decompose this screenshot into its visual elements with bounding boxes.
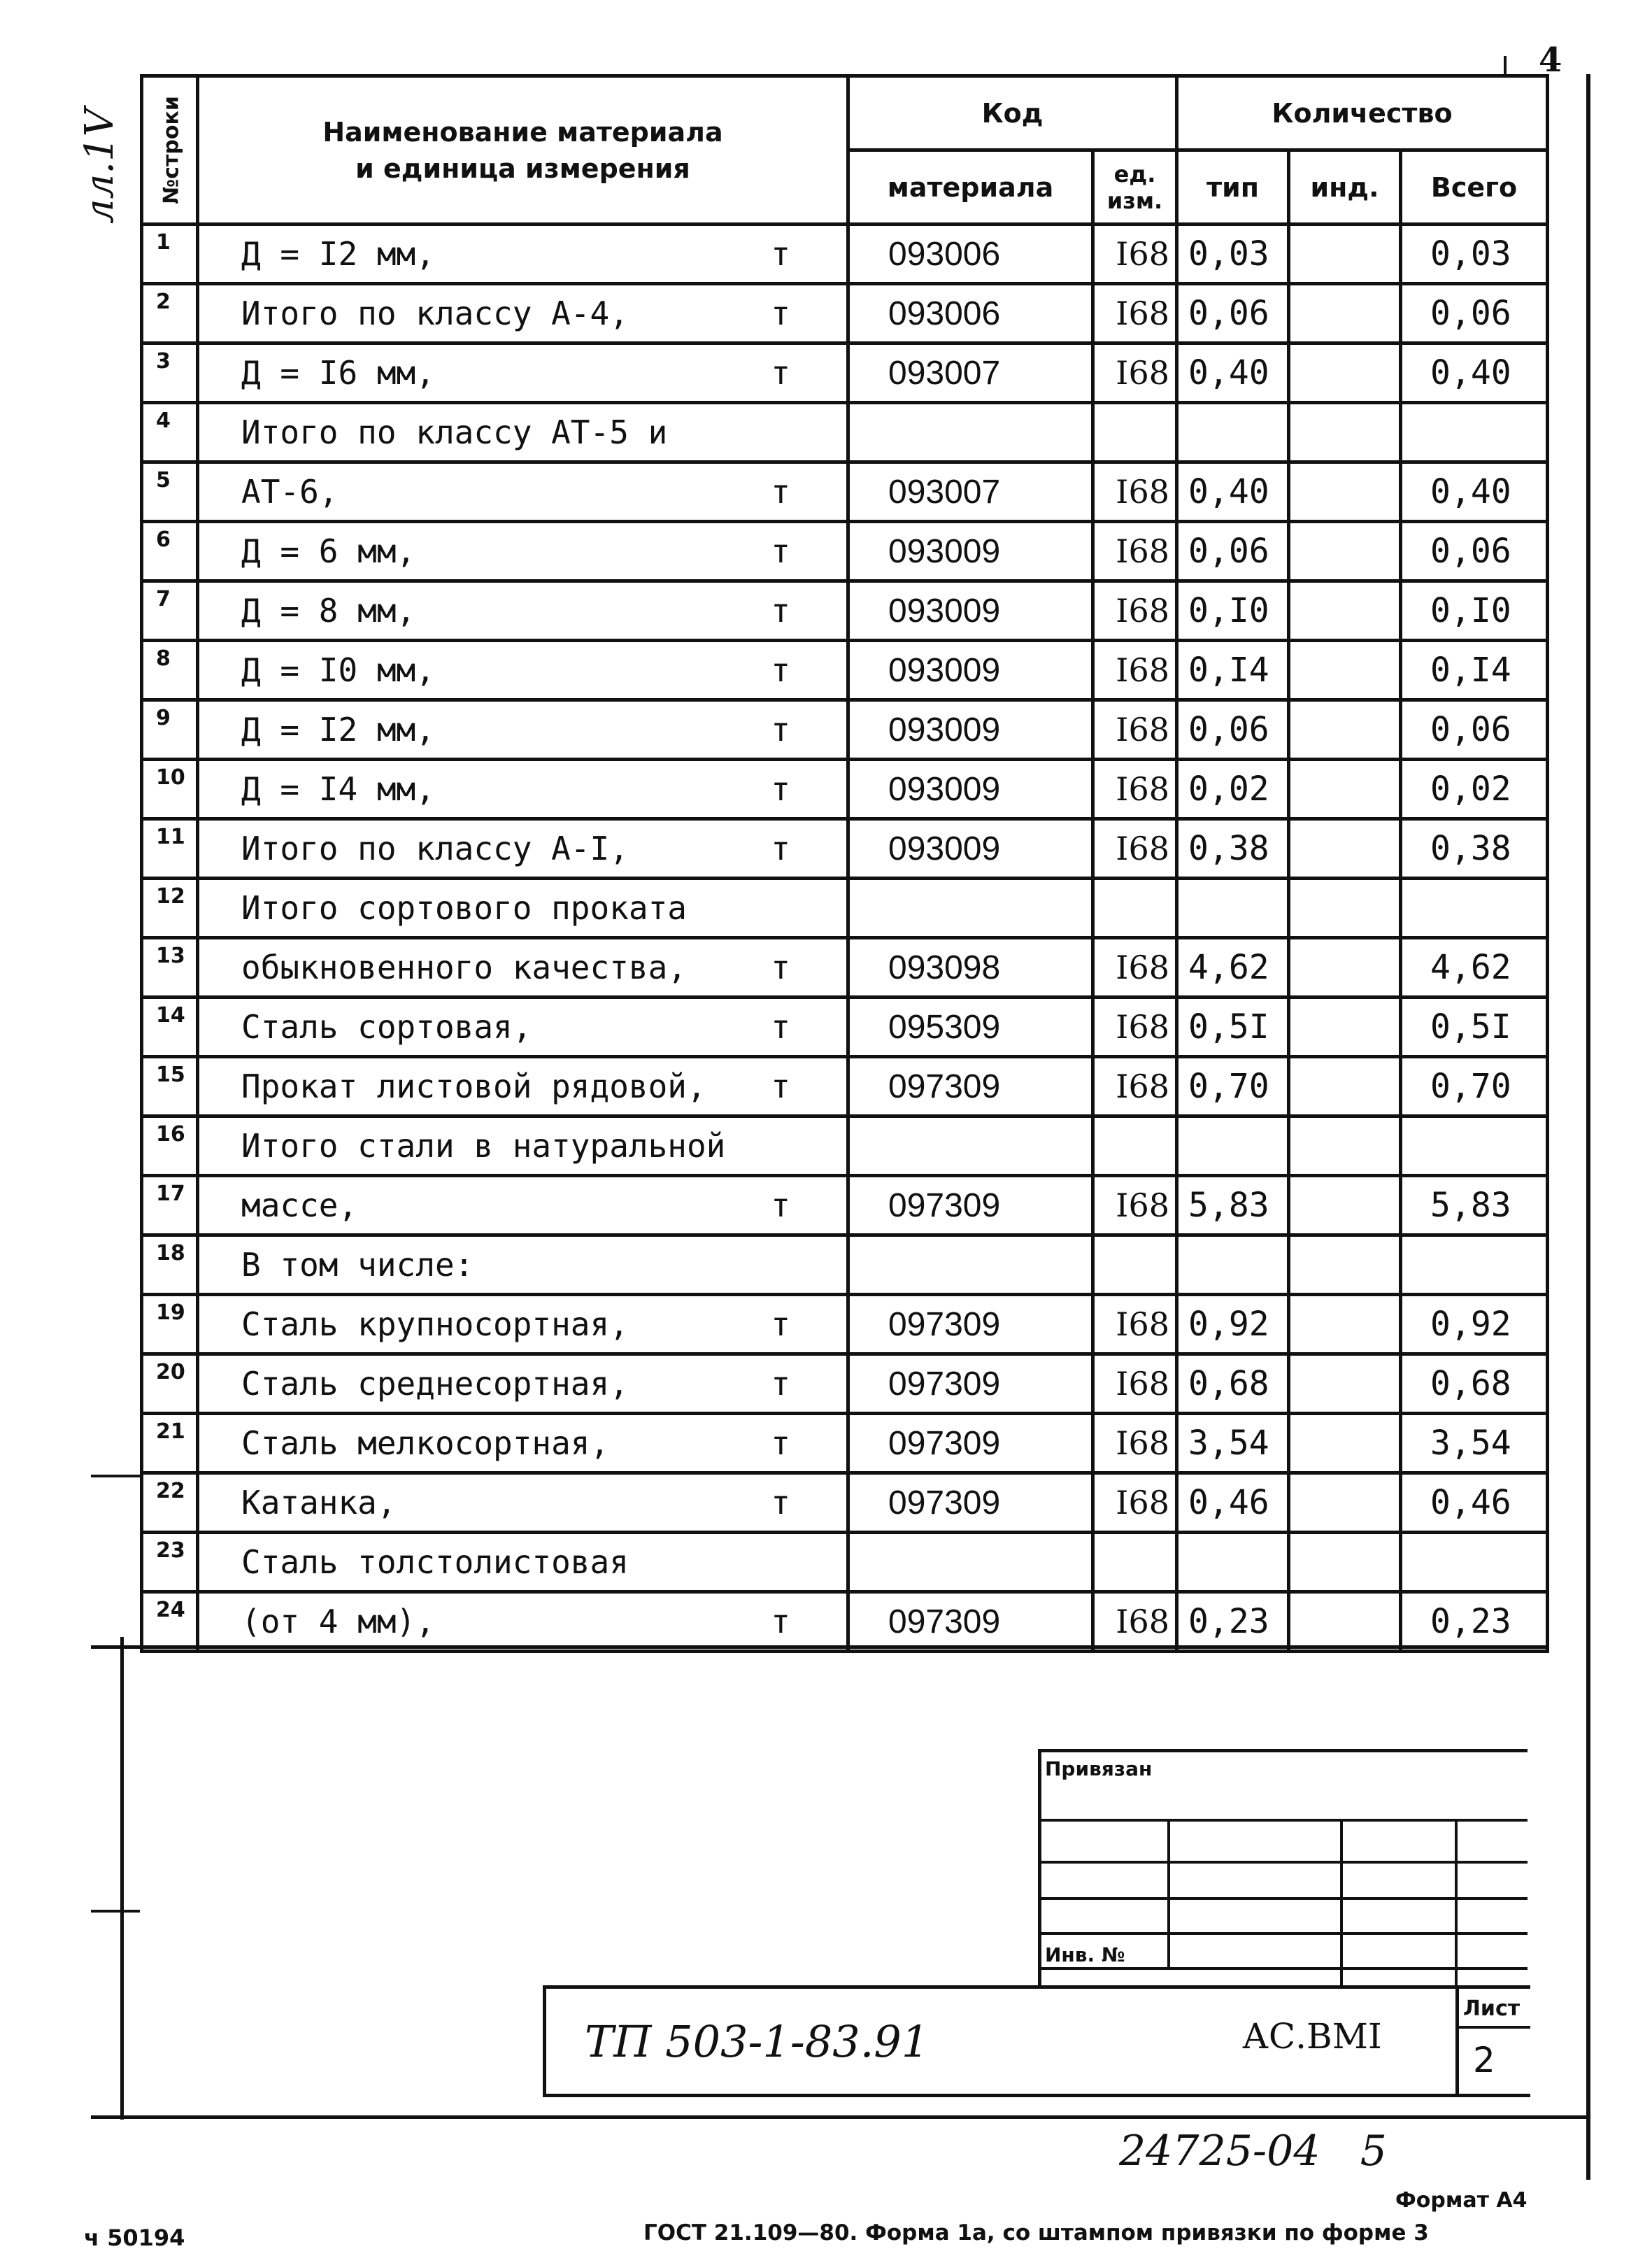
material-unit-letter: т — [771, 295, 790, 332]
row-qty-total: 0,23 — [1401, 1592, 1548, 1652]
material-name-text: Д = 8 мм, — [241, 592, 416, 630]
material-name-text: Катанка, — [241, 1484, 397, 1521]
row-code: 093009 — [848, 641, 1093, 700]
row-unit: I68 — [1093, 641, 1177, 700]
table-row — [142, 522, 1548, 581]
row-unit — [1093, 1116, 1177, 1176]
row-unit: I68 — [1093, 1592, 1177, 1652]
row-code — [848, 403, 1093, 462]
stamp-bound-label: Привязан — [1045, 1757, 1153, 1780]
row-qty-type: 0,70 — [1177, 1057, 1289, 1116]
row-material-name — [198, 1354, 848, 1414]
row-material-name — [198, 462, 848, 522]
row-qty-type: 0,68 — [1177, 1354, 1289, 1414]
row-number: 23 — [142, 1533, 198, 1592]
material-spec-table — [140, 74, 1549, 1653]
material-name-text: Д = I2 мм, — [241, 235, 435, 273]
row-qty-individual — [1289, 1116, 1401, 1176]
material-name-text: АТ-6, — [241, 473, 339, 511]
row-qty-individual — [1289, 1295, 1401, 1354]
material-unit-letter: т — [771, 1603, 790, 1640]
row-unit — [1093, 1235, 1177, 1295]
material-unit-letter: т — [771, 1305, 790, 1343]
table-row — [142, 1473, 1548, 1533]
material-name-text: Сталь мелкосортная, — [241, 1424, 610, 1462]
row-qty-type: 0,46 — [1177, 1473, 1289, 1533]
row-material-name — [198, 522, 848, 581]
row-qty-individual — [1289, 700, 1401, 760]
row-code: 097309 — [848, 1592, 1093, 1652]
row-number: 4 — [142, 403, 198, 462]
header-code-material: материала — [848, 150, 1093, 225]
row-unit: I68 — [1093, 522, 1177, 581]
row-code: 093009 — [848, 819, 1093, 879]
row-qty-individual — [1289, 225, 1401, 284]
row-code: 097309 — [848, 1176, 1093, 1235]
material-unit-letter: т — [771, 949, 790, 986]
table-row — [142, 879, 1548, 938]
material-name-text: Итого сортового проката — [241, 889, 687, 927]
row-unit: I68 — [1093, 700, 1177, 760]
row-qty-type: 3,54 — [1177, 1414, 1289, 1473]
row-qty-total: 0,06 — [1401, 522, 1548, 581]
row-qty-individual — [1289, 819, 1401, 879]
material-name-text: Д = I6 мм, — [241, 354, 435, 392]
title-stamp — [543, 1985, 1530, 2097]
row-qty-total: 0,92 — [1401, 1295, 1548, 1354]
page-number: 4 — [1539, 41, 1562, 80]
row-qty-type: 0,92 — [1177, 1295, 1289, 1354]
row-code — [848, 1116, 1093, 1176]
table-row — [142, 1414, 1548, 1473]
header-unit: ед. изм. — [1093, 150, 1177, 225]
row-qty-individual — [1289, 1533, 1401, 1592]
row-number: 7 — [142, 581, 198, 641]
row-qty-total: 0,I0 — [1401, 581, 1548, 641]
material-unit-letter: т — [771, 1008, 790, 1046]
frame-right — [1586, 74, 1590, 2180]
row-qty-type — [1177, 879, 1289, 938]
row-qty-total: 0,5I — [1401, 998, 1548, 1057]
row-material-name — [198, 879, 848, 938]
row-number: 19 — [142, 1295, 198, 1354]
table-row — [142, 1057, 1548, 1116]
row-number: 3 — [142, 343, 198, 403]
row-qty-type: 0,23 — [1177, 1592, 1289, 1652]
margin-note: лл.1V — [77, 108, 122, 224]
row-material-name — [198, 581, 848, 641]
material-unit-letter: т — [771, 592, 790, 630]
row-number: 17 — [142, 1176, 198, 1235]
material-name-text: Прокат листовой рядовой, — [241, 1067, 706, 1105]
row-code: 097309 — [848, 1295, 1093, 1354]
row-qty-total: 0,40 — [1401, 462, 1548, 522]
frame-bottom — [91, 2115, 1588, 2119]
material-unit-letter: т — [771, 711, 790, 749]
table-row — [142, 1235, 1548, 1295]
margin-tick-1 — [91, 1475, 140, 1477]
row-qty-individual — [1289, 1414, 1401, 1473]
row-qty-type: 0,40 — [1177, 462, 1289, 522]
header-row-1 — [142, 76, 1548, 150]
material-name-text: Сталь среднесортная, — [241, 1365, 629, 1403]
material-name-text: Д = I2 мм, — [241, 711, 435, 749]
row-material-name — [198, 1592, 848, 1652]
frame-left — [120, 1637, 124, 2120]
row-number: 2 — [142, 284, 198, 343]
row-number: 22 — [142, 1473, 198, 1533]
row-number: 8 — [142, 641, 198, 700]
material-name-text: Д = 6 мм, — [241, 532, 416, 570]
row-number: 15 — [142, 1057, 198, 1116]
row-number: 9 — [142, 700, 198, 760]
row-qty-individual — [1289, 641, 1401, 700]
row-material-name — [198, 1473, 848, 1533]
row-material-name — [198, 1533, 848, 1592]
row-qty-type: 0,06 — [1177, 522, 1289, 581]
material-unit-letter: т — [771, 1365, 790, 1403]
material-unit-letter: т — [771, 235, 790, 273]
material-name-text: Итого по классу А-4, — [241, 295, 629, 332]
row-unit: I68 — [1093, 1473, 1177, 1533]
material-name-text: В том числе: — [241, 1246, 474, 1284]
row-qty-total: 0,06 — [1401, 284, 1548, 343]
row-unit: I68 — [1093, 1176, 1177, 1235]
row-material-name — [198, 938, 848, 998]
material-unit-letter: т — [771, 770, 790, 808]
row-number: 1 — [142, 225, 198, 284]
row-unit: I68 — [1093, 1057, 1177, 1116]
row-qty-total: 0,38 — [1401, 819, 1548, 879]
row-qty-total — [1401, 1235, 1548, 1295]
row-qty-total: 0,70 — [1401, 1057, 1548, 1116]
row-qty-individual — [1289, 1592, 1401, 1652]
row-qty-individual — [1289, 879, 1401, 938]
row-material-name — [198, 819, 848, 879]
header-material: Наименование материала и единица измерения — [198, 76, 848, 225]
row-qty-type: 0,02 — [1177, 760, 1289, 819]
row-code — [848, 879, 1093, 938]
row-qty-type: 0,40 — [1177, 343, 1289, 403]
row-code: 093007 — [848, 343, 1093, 403]
table-row — [142, 462, 1548, 522]
material-name-text: Сталь сортовая, — [241, 1008, 532, 1046]
row-material-name — [198, 403, 848, 462]
row-qty-total — [1401, 403, 1548, 462]
row-qty-individual — [1289, 760, 1401, 819]
row-number: 10 — [142, 760, 198, 819]
material-unit-letter: т — [771, 1424, 790, 1462]
row-qty-type — [1177, 403, 1289, 462]
row-code: 097309 — [848, 1473, 1093, 1533]
row-material-name — [198, 1176, 848, 1235]
row-qty-total — [1401, 1533, 1548, 1592]
row-qty-total: 4,62 — [1401, 938, 1548, 998]
footer-gost: ГОСТ 21.109—80. Форма 1а, со штампом привязки по форме 3 — [643, 2220, 1429, 2246]
table-row — [142, 1116, 1548, 1176]
row-qty-type: 0,I0 — [1177, 581, 1289, 641]
row-code: 093006 — [848, 284, 1093, 343]
material-unit-letter: т — [771, 1186, 790, 1224]
row-number: 5 — [142, 462, 198, 522]
row-number: 14 — [142, 998, 198, 1057]
row-unit: I68 — [1093, 1414, 1177, 1473]
row-qty-individual — [1289, 343, 1401, 403]
row-code: 097309 — [848, 1414, 1093, 1473]
table-row — [142, 1354, 1548, 1414]
material-name-text: обыкновенного качества, — [241, 949, 687, 986]
header-quantity: Количество — [1177, 76, 1548, 150]
table-row — [142, 1592, 1548, 1652]
row-qty-type: 0,I4 — [1177, 641, 1289, 700]
material-unit-letter: т — [771, 1067, 790, 1105]
row-number: 11 — [142, 819, 198, 879]
table-row — [142, 998, 1548, 1057]
row-qty-type: 5,83 — [1177, 1176, 1289, 1235]
material-name-text: Сталь крупносортная, — [241, 1305, 629, 1343]
row-number: 20 — [142, 1354, 198, 1414]
table-row — [142, 284, 1548, 343]
table-row — [142, 938, 1548, 998]
row-code — [848, 1533, 1093, 1592]
row-qty-total: 0,46 — [1401, 1473, 1548, 1533]
row-qty-individual — [1289, 581, 1401, 641]
row-material-name — [198, 1414, 848, 1473]
stamp-sheet-label: Лист — [1463, 1996, 1521, 2021]
footer-left-number: ч 50194 — [84, 2225, 185, 2251]
row-code: 093009 — [848, 700, 1093, 760]
table-row — [142, 225, 1548, 284]
row-code: 093007 — [848, 462, 1093, 522]
header-total: Всего — [1401, 150, 1548, 225]
row-qty-total: 0,68 — [1401, 1354, 1548, 1414]
row-unit: I68 — [1093, 225, 1177, 284]
row-unit: I68 — [1093, 284, 1177, 343]
material-name-text: массе, — [241, 1186, 358, 1224]
row-qty-type: 0,5I — [1177, 998, 1289, 1057]
row-qty-total: 5,83 — [1401, 1176, 1548, 1235]
row-qty-individual — [1289, 462, 1401, 522]
row-qty-individual — [1289, 1176, 1401, 1235]
row-qty-total: 0,06 — [1401, 700, 1548, 760]
header-code: Код — [848, 76, 1177, 150]
row-unit: I68 — [1093, 581, 1177, 641]
row-code: 097309 — [848, 1354, 1093, 1414]
row-qty-total: 0,I4 — [1401, 641, 1548, 700]
row-material-name — [198, 1235, 848, 1295]
row-qty-individual — [1289, 284, 1401, 343]
stamp-designation: ТП 503-1-83.91 — [585, 2016, 930, 2067]
table-row — [142, 403, 1548, 462]
row-code: 093006 — [848, 225, 1093, 284]
row-qty-type: 4,62 — [1177, 938, 1289, 998]
row-unit: I68 — [1093, 343, 1177, 403]
material-name-text: Итого стали в натуральной — [241, 1127, 726, 1165]
material-name-text: Д = I0 мм, — [241, 651, 435, 689]
header-type: тип — [1177, 150, 1289, 225]
row-qty-individual — [1289, 998, 1401, 1057]
row-number: 12 — [142, 879, 198, 938]
row-code: 093009 — [848, 760, 1093, 819]
header-row-no: №строки — [142, 76, 198, 225]
table-row — [142, 1533, 1548, 1592]
row-number: 16 — [142, 1116, 198, 1176]
row-qty-type: 0,06 — [1177, 700, 1289, 760]
row-qty-individual — [1289, 938, 1401, 998]
row-qty-type: 0,06 — [1177, 284, 1289, 343]
row-qty-total — [1401, 879, 1548, 938]
material-name-text: (от 4 мм), — [241, 1603, 435, 1640]
stamp-sheet-value: 2 — [1473, 2040, 1495, 2080]
table-row — [142, 641, 1548, 700]
stamp-section: АС.ВМI — [1242, 2016, 1382, 2057]
table-row — [142, 700, 1548, 760]
row-qty-total: 0,40 — [1401, 343, 1548, 403]
row-code — [848, 1235, 1093, 1295]
row-qty-total: 3,54 — [1401, 1414, 1548, 1473]
table-row — [142, 581, 1548, 641]
material-unit-letter: т — [771, 830, 790, 867]
material-unit-letter: т — [771, 1484, 790, 1521]
table-row — [142, 1295, 1548, 1354]
handwritten-code: 24725-04 5 — [1119, 2127, 1387, 2176]
row-unit — [1093, 1533, 1177, 1592]
binding-stamp — [1038, 1749, 1528, 1987]
format-label: Формат А4 — [1395, 2188, 1528, 2213]
row-qty-total — [1401, 1116, 1548, 1176]
row-qty-individual — [1289, 1473, 1401, 1533]
row-qty-individual — [1289, 1354, 1401, 1414]
row-unit — [1093, 403, 1177, 462]
row-code: 093009 — [848, 581, 1093, 641]
row-code: 093098 — [848, 938, 1093, 998]
material-unit-letter: т — [771, 354, 790, 392]
row-qty-total: 0,03 — [1401, 225, 1548, 284]
row-number: 24 — [142, 1592, 198, 1652]
row-unit: I68 — [1093, 819, 1177, 879]
row-unit — [1093, 879, 1177, 938]
row-qty-type — [1177, 1116, 1289, 1176]
row-material-name — [198, 700, 848, 760]
row-qty-total: 0,02 — [1401, 760, 1548, 819]
material-unit-letter: т — [771, 651, 790, 689]
material-unit-letter: т — [771, 532, 790, 570]
row-number: 18 — [142, 1235, 198, 1295]
table-row — [142, 819, 1548, 879]
row-code: 097309 — [848, 1057, 1093, 1116]
material-unit-letter: т — [771, 473, 790, 511]
row-unit: I68 — [1093, 760, 1177, 819]
row-qty-individual — [1289, 403, 1401, 462]
row-material-name — [198, 1295, 848, 1354]
row-material-name — [198, 343, 848, 403]
row-unit: I68 — [1093, 462, 1177, 522]
material-name-text: Сталь толстолистовая — [241, 1543, 629, 1581]
row-qty-individual — [1289, 1057, 1401, 1116]
row-material-name — [198, 1116, 848, 1176]
material-name-text: Итого по классу АТ-5 и — [241, 413, 668, 451]
row-material-name — [198, 284, 848, 343]
material-name-text: Д = I4 мм, — [241, 770, 435, 808]
row-qty-type — [1177, 1533, 1289, 1592]
row-material-name — [198, 225, 848, 284]
margin-tick-2 — [91, 1910, 140, 1913]
table-row — [142, 343, 1548, 403]
table-row — [142, 760, 1548, 819]
row-material-name — [198, 998, 848, 1057]
row-number: 6 — [142, 522, 198, 581]
stamp-inv-label: Инв. № — [1045, 1943, 1125, 1966]
row-code: 095309 — [848, 998, 1093, 1057]
row-qty-individual — [1289, 1235, 1401, 1295]
header-individual: инд. — [1289, 150, 1401, 225]
row-qty-type: 0,38 — [1177, 819, 1289, 879]
row-material-name — [198, 760, 848, 819]
row-material-name — [198, 1057, 848, 1116]
row-qty-type — [1177, 1235, 1289, 1295]
row-unit: I68 — [1093, 938, 1177, 998]
row-qty-type: 0,03 — [1177, 225, 1289, 284]
row-number: 13 — [142, 938, 198, 998]
table-row — [142, 1176, 1548, 1235]
row-qty-individual — [1289, 522, 1401, 581]
material-name-text: Итого по классу А-I, — [241, 830, 629, 867]
row-number: 21 — [142, 1414, 198, 1473]
row-unit: I68 — [1093, 1354, 1177, 1414]
row-unit: I68 — [1093, 998, 1177, 1057]
row-material-name — [198, 641, 848, 700]
row-code: 093009 — [848, 522, 1093, 581]
row-unit: I68 — [1093, 1295, 1177, 1354]
